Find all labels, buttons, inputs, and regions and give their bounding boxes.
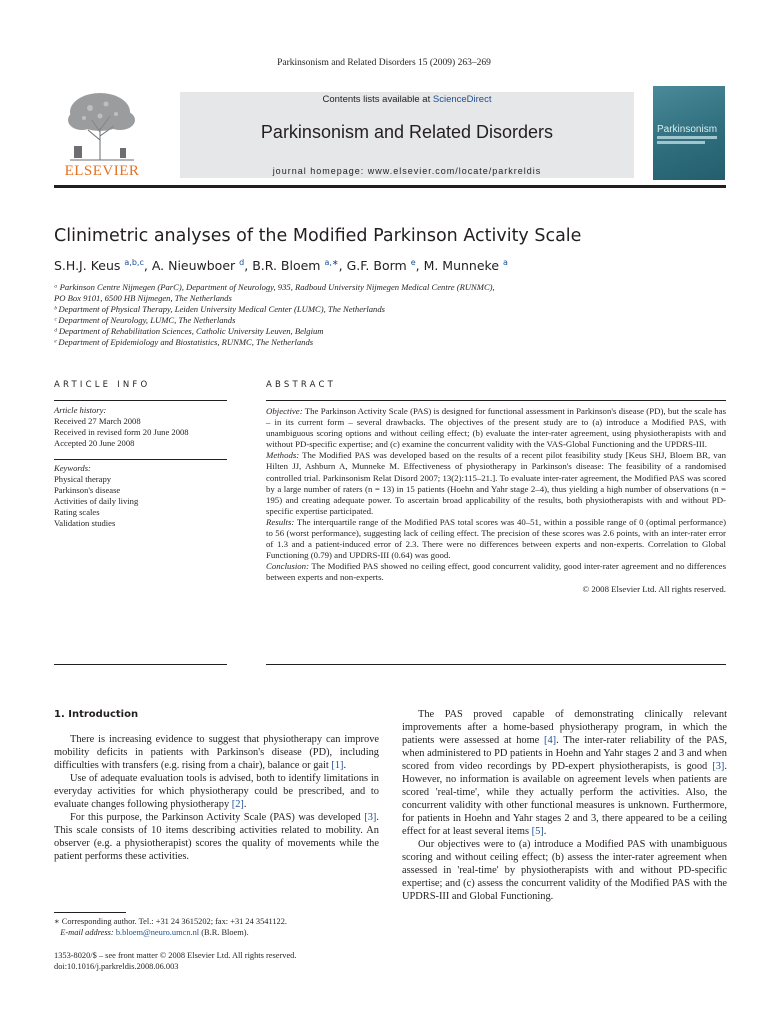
cover-decoration: [657, 141, 705, 144]
section-heading: 1. Introduction: [54, 709, 139, 720]
article-info-heading: ARTICLE INFO: [54, 380, 151, 390]
citation-link[interactable]: [4]: [544, 735, 557, 746]
affiliation-line: ᶜ Department of Neurology, LUMC, The Netherlands: [54, 315, 236, 326]
paragraph: The PAS proved capable of demonstrating clinically relevant improvements after a home-based physiotherapy program, in which the patients were assessed at home [4]. The inter-rater reliability of the PAS, when administered to PD patients in Hoehn and Yahr stages 2 and 3 and when scored from video recordings by PD-expert physiotherapists, is good [3]. However, no information is available on agreement levels when patients are scored 'real-time', while they actually perform the activities. Also, the concurrent validity with other functional measures is unknown. Furthermore, for patients in Hoehn and Yahr stages 2 and 3, there appeared to be a ceiling effect for at least several items [5].: [402, 709, 727, 837]
journal-masthead: [54, 86, 726, 182]
history-label: Article history:: [54, 405, 107, 415]
author[interactable]: G.F. Borm $^e$,: [346, 258, 424, 274]
copyright: © 2008 Elsevier Ltd. All rights reserved.: [582, 583, 726, 594]
author-list: [54, 258, 508, 273]
author[interactable]: M. Munneke $^a$: [423, 258, 508, 274]
keywords-label: Keywords:: [54, 463, 91, 473]
citation-link[interactable]: [1]: [331, 760, 344, 771]
keyword: Rating scales: [54, 507, 100, 517]
journal-title: Parkinsonism and Related Disorders: [260, 122, 554, 142]
abstract-heading: ABSTRACT: [266, 380, 337, 390]
affiliations: [54, 282, 495, 349]
paragraph: Use of adequate evaluation tools is advised, both to identify limitations in everyday activities for which physiotherapy could be prescribed, and to evaluate changes following physiotherapy [2].: [54, 773, 379, 810]
divider: [54, 664, 227, 665]
article-title: Clinimetric analyses of the Modified Parkinson Activity Scale: [54, 226, 582, 246]
masthead-divider: [54, 185, 726, 188]
citation-link[interactable]: [5]: [531, 826, 544, 837]
email-line: E-mail address: b.bloem@neuro.umcn.nl (B.R. Bloem).: [60, 928, 249, 937]
keyword: Activities of daily living: [54, 496, 139, 506]
elsevier-logo[interactable]: [54, 86, 150, 182]
author-affiliation-marker[interactable]: e: [410, 258, 416, 267]
abstract-results: Results: The interquartile range of the Modified PAS total scores was 40–51, within a possible range of 0 (optimal performance) to 56 (worst performance), suggesting lack of ceiling effect. The precision of these scores was 2.6 points, with an inter-rater error of 1.3 and a patient-induced error of 2.3. There were no differences between experts and non-experts. Correlation to Global Functioning (0.79) and UPDRS-III (0.64) was good.: [266, 516, 726, 561]
corresponding-line: ∗ Corresponding author. Tel.: +31 24 3615202; fax: +31 24 3541122.: [54, 917, 287, 926]
keyword: Validation studies: [54, 518, 116, 528]
abstract-methods: Methods: The Modified PAS was developed based on the results of a recent pilot feasibility study [Keus SHJ, Bloem BR, van Hilten JJ, Ashburn A, Munneke M. Effectiveness of physiotherapy in Parkinson's disease: The feasibility of a randomised controlled trial. Parkinsonism Relat Disord 2007; 13(2):115–21.]. To evaluate inter-rater agreement, the Modified PAS was scored by a large number of raters (n = 13) in 15 patients (Hoehn and Yahr stage 2–4), thus yielding a high number of observations (n = 195) and creating adequate power. To ascertain broad applicability of the results, both physiotherapists with and without PD-specific expertise participated.: [266, 450, 726, 516]
email-link[interactable]: b.bloem@neuro.umcn.nl: [115, 928, 200, 937]
cover-title: Parkinsonism: [657, 124, 718, 135]
divider: [266, 400, 726, 401]
abstract-conclusion: Conclusion: The Modified PAS showed no ceiling effect, good concurrent validity, good inter-rater agreement and no differences between experts and non-experts.: [266, 561, 726, 583]
history-item: Received in revised form 20 June 2008: [54, 427, 189, 437]
cover-decoration: [657, 136, 717, 139]
paragraph: There is increasing evidence to suggest that physiotherapy can improve mobility deficits in patients with Parkinson's disease (PD), including difficulties with transfers (e.g. rising from a chair), balance or gait [1].: [54, 734, 379, 771]
publisher-name: ELSEVIER: [64, 163, 140, 179]
divider: [54, 459, 227, 460]
contents-line: [180, 94, 634, 105]
body-column-right: [402, 708, 727, 903]
author-affiliation-marker[interactable]: a: [503, 258, 508, 267]
author[interactable]: B.R. Bloem $^{a,∗}$,: [252, 258, 347, 274]
body-column-left: [54, 708, 379, 863]
corresponding-author-footnote: [54, 916, 287, 938]
keyword: Parkinson's disease: [54, 485, 121, 495]
journal-banner: [180, 92, 634, 178]
keywords: [54, 463, 229, 529]
paragraph: For this purpose, the Parkinson Activity Scale (PAS) was developed [3]. This scale consists of 10 items describing activities related to mobility. An observer (e.g. a physiotherapist) scores the quality of movements while the patient performs these activities.: [54, 812, 379, 862]
journal-homepage[interactable]: journal homepage: www.elsevier.com/locate/parkreldis: [272, 166, 542, 176]
journal-citation: Parkinsonism and Related Disorders 15 (2009) 263–269: [277, 58, 491, 68]
citation-link[interactable]: [3]: [364, 812, 377, 823]
history-item: Received 27 March 2008: [54, 416, 141, 426]
journal-cover-image[interactable]: [653, 86, 725, 180]
author-affiliation-marker[interactable]: d: [239, 258, 245, 267]
affiliation-line: ᵉ Department of Epidemiology and Biostatistics, RUNMC, The Netherlands: [54, 337, 314, 348]
paragraph: Our objectives were to (a) introduce a Modified PAS with unambiguous scoring and without ceiling effect; (b) assess the inter-rater agreement when assessed in 'real-time' by physiotherapists with and without PD-specific expertise; and (c) assess the concurrent validity of the Modified PAS with the UPDRS-III and Global Functioning.: [402, 839, 727, 902]
sciencedirect-link[interactable]: ScienceDirect: [432, 94, 492, 105]
affiliation-line: PO Box 9101, 6500 HB Nijmegen, The Netherlands: [54, 293, 232, 304]
citation-link[interactable]: [2]: [231, 799, 244, 810]
history-item: Accepted 20 June 2008: [54, 438, 135, 448]
author[interactable]: S.H.J. Keus $^{a,b,c}$,: [54, 258, 152, 274]
affiliation-line: ᵃ Parkinson Centre Nijmegen (ParC), Department of Neurology, 935, Radboud University Nijmegen Medical Centre (RUNMC),: [54, 282, 495, 292]
author[interactable]: A. Nieuwboer $^d$,: [151, 258, 253, 274]
abstract-objective: Objective: The Parkinson Activity Scale (PAS) is designed for functional assessment in Parkinson's disease (PD), but the scale has – in its current form – several drawbacks. The objectives of the present study are to (a) introduce a Modified PAS, with unambiguous scoring options and without ceiling effect; (b) evaluate the inter-rater agreement, using physiotherapists with and without PD-specific expertise; and (c) examine the concurrent validity with the VAS-Global Functioning and the UPDRS-III.: [266, 406, 726, 450]
divider: [54, 400, 227, 401]
author-affiliation-marker[interactable]: a,b,c: [124, 258, 144, 267]
author-affiliation-marker[interactable]: a,∗: [324, 258, 339, 267]
divider: [266, 664, 726, 665]
keyword: Physical therapy: [54, 474, 112, 484]
abstract-body: [266, 406, 726, 595]
issn-line: 1353-8020/$ – see front matter © 2008 Elsevier Ltd. All rights reserved.: [54, 951, 297, 960]
elsevier-tree-icon: [60, 90, 144, 162]
footnote-divider: [54, 912, 126, 913]
affiliation-line: ᵇ Department of Physical Therapy, Leiden University Medical Center (LUMC), The Netherlands: [54, 304, 385, 315]
doi-line[interactable]: doi:10.1016/j.parkreldis.2008.06.003: [54, 962, 179, 971]
contents-prefix: Contents lists available at: [322, 94, 433, 105]
article-history: [54, 405, 229, 449]
affiliation-line: ᵈ Department of Rehabilitation Sciences, Catholic University Leuven, Belgium: [54, 326, 324, 337]
issn-doi: [54, 950, 296, 972]
citation-link[interactable]: [3]: [712, 761, 725, 772]
